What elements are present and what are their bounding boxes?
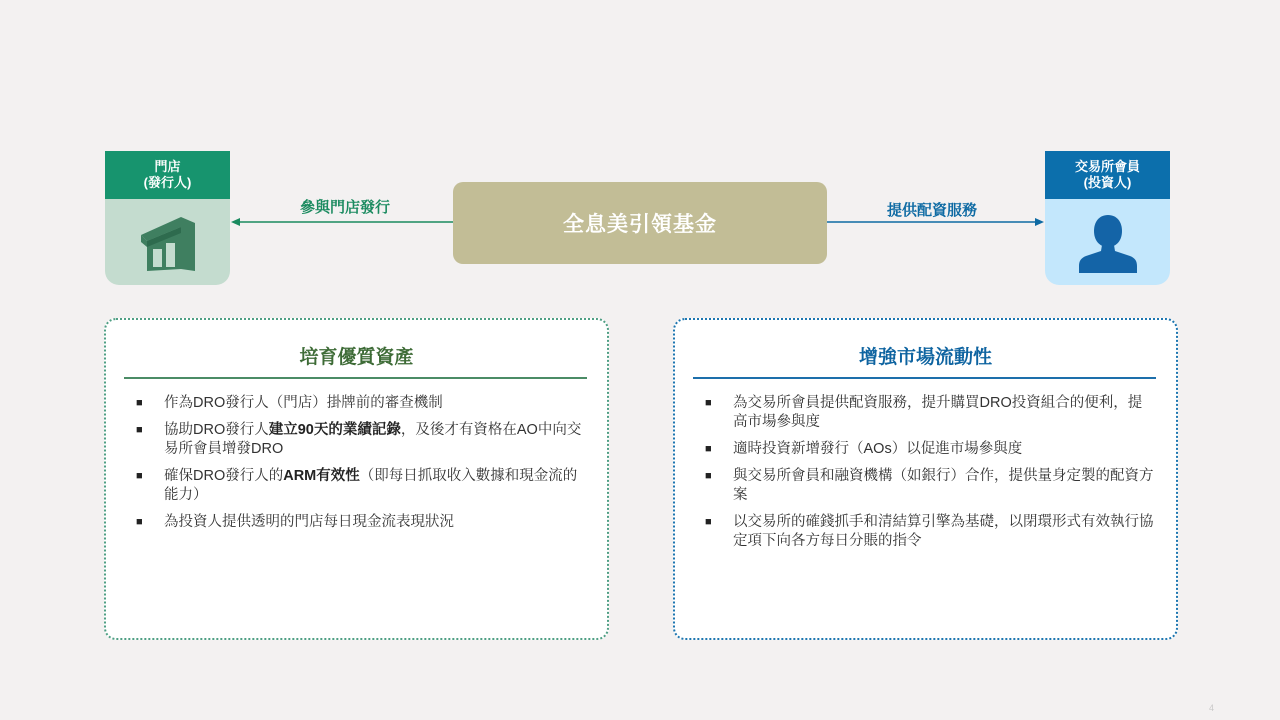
list-item [705, 394, 1156, 432]
item-text: 為投資人提供透明的門店每日現金流表現狀況 [164, 514, 454, 530]
item-text: 作為DRO發行人（門店）掛牌前的審查機制 [164, 395, 443, 411]
store-card-header [105, 151, 230, 199]
list-item [136, 467, 587, 505]
list-item [136, 513, 587, 532]
participate-store-issuance-label: 參與門店發行 [300, 199, 391, 216]
investor-card-header [1045, 151, 1170, 199]
quality-assets-panel [104, 318, 609, 640]
list-item [136, 421, 587, 459]
bullet-icon: ■ [705, 397, 712, 409]
investor-card-subtitle: (投資人) [1083, 175, 1132, 190]
bullet-icon: ■ [136, 397, 143, 409]
item-bold-text: 建立90天的業績記錄 [268, 422, 401, 438]
bullet-icon: ■ [136, 424, 143, 436]
panel-left-divider [124, 377, 587, 379]
panel-right-divider [693, 377, 1156, 379]
panel-right-list [705, 394, 1156, 559]
list-item [705, 440, 1156, 459]
store-card-body [105, 199, 230, 285]
item-bold-text: ARM有效性 [283, 468, 360, 484]
item-text: 以交易所的確錢抓手和清結算引擎為基礎，以閉環形式有效執行協定項下向各方每日分賬的指令 [733, 514, 1154, 549]
arrow-to-investor-head [1035, 218, 1044, 226]
arrow-to-store-head [231, 218, 240, 226]
store-building-icon [133, 209, 203, 275]
fund-node: 全息美引領基金 [453, 182, 827, 264]
item-text: 適時投資新增發行（AOs）以促進市場參與度 [733, 441, 1023, 457]
store-card-subtitle: (發行人) [143, 175, 192, 190]
provide-financing-label: 提供配資服務 [887, 202, 978, 219]
store-card-title: 門店 [154, 159, 181, 174]
bullet-icon: ■ [705, 443, 712, 455]
bullet-icon: ■ [705, 470, 712, 482]
item-text: ，及後才有資格在AO中向交易所會員增發DRO [164, 422, 582, 457]
slide-number: 4 [1209, 703, 1215, 713]
panel-left-title: 培育優質資產 [299, 347, 414, 368]
item-text: （即每日抓取收入數據和現金流的能力） [164, 468, 578, 503]
item-text: 為交易所會員提供配資服務，提升購買DRO投資組合的便利，提高市場參與度 [733, 395, 1143, 430]
investor-card-title: 交易所會員 [1074, 159, 1140, 174]
list-item [136, 394, 587, 413]
store-issuer-card [105, 151, 230, 285]
panel-right-title: 增強市場流動性 [858, 347, 992, 368]
bullet-icon: ■ [136, 470, 143, 482]
exchange-member-card [1045, 151, 1170, 285]
item-text: 與交易所會員和融資機構（如銀行）合作，提供量身定製的配資方案 [733, 468, 1154, 503]
market-liquidity-panel [673, 318, 1178, 640]
item-text: 協助DRO發行人 [164, 422, 269, 438]
bullet-icon: ■ [705, 516, 712, 528]
bullet-icon: ■ [136, 516, 143, 528]
investor-card-body [1045, 199, 1170, 285]
panel-left-list [136, 394, 587, 540]
person-icon [1073, 209, 1143, 275]
list-item [705, 513, 1156, 551]
item-text: 確保DRO發行人的 [164, 468, 284, 484]
list-item [705, 467, 1156, 505]
